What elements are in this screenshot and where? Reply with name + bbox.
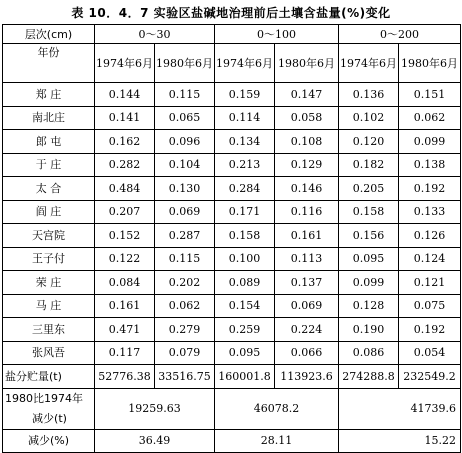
- reduction-label: [3, 388, 95, 429]
- site-name: 郎 屯: [3, 130, 95, 154]
- reduction-pct-value: 36.49: [95, 429, 215, 453]
- salt-value: 0.126: [399, 224, 461, 248]
- salt-value: 0.108: [275, 130, 339, 154]
- salt-value: 0.128: [339, 294, 399, 318]
- salt-value: 0.151: [399, 83, 461, 107]
- salt-value: 0.158: [215, 224, 275, 248]
- year-1980-b: 1980年6月: [275, 44, 339, 83]
- salt-value: 0.137: [275, 271, 339, 295]
- layer-header-0-100: 0～100: [215, 25, 339, 44]
- salt-value: 0.054: [399, 341, 461, 365]
- salt-value: 0.134: [215, 130, 275, 154]
- salt-value: 0.102: [339, 106, 399, 130]
- salt-value: 0.100: [215, 247, 275, 271]
- salt-value: 0.207: [95, 200, 155, 224]
- storage-value: 232549.2: [399, 365, 461, 389]
- layer-header-0-30: 0～30: [95, 25, 215, 44]
- salt-value: 0.136: [339, 83, 399, 107]
- layer-header-0-200: 0～200: [339, 25, 461, 44]
- salt-value: 0.095: [215, 341, 275, 365]
- year-1980-a: 1980年6月: [155, 44, 215, 83]
- salt-value: 0.075: [399, 294, 461, 318]
- salt-value: 0.156: [339, 224, 399, 248]
- salt-value: 0.161: [95, 294, 155, 318]
- salt-value: 0.138: [399, 153, 461, 177]
- salt-value: 0.282: [95, 153, 155, 177]
- reduction-value: 41739.6: [339, 388, 461, 429]
- site-name: 马 庄: [3, 294, 95, 318]
- storage-value: 52776.38: [95, 365, 155, 389]
- salt-value: 0.086: [339, 341, 399, 365]
- salt-value: 0.162: [95, 130, 155, 154]
- salt-value: 0.066: [275, 341, 339, 365]
- table-row: [3, 106, 461, 130]
- table-row: [3, 294, 461, 318]
- salt-value: 0.213: [215, 153, 275, 177]
- salt-value: 0.159: [215, 83, 275, 107]
- reduction-pct-value: 28.11: [215, 429, 339, 453]
- site-name: 太 合: [3, 177, 95, 201]
- salt-value: 0.161: [275, 224, 339, 248]
- salt-value: 0.182: [339, 153, 399, 177]
- year-1974-b: 1974年6月: [215, 44, 275, 83]
- reduction-value: 19259.63: [95, 388, 215, 429]
- table-row: [3, 341, 461, 365]
- salt-value: 0.099: [399, 130, 461, 154]
- salt-value: 0.471: [95, 318, 155, 342]
- table-row: [3, 318, 461, 342]
- table-row: [3, 200, 461, 224]
- site-name: 郑 庄: [3, 83, 95, 107]
- reduction-pct-value: 15.22: [339, 429, 461, 453]
- salt-value: 0.113: [275, 247, 339, 271]
- site-name: 天宫院: [3, 224, 95, 248]
- salt-value: 0.115: [155, 83, 215, 107]
- data-rows: [3, 83, 461, 365]
- salt-value: 0.117: [95, 341, 155, 365]
- salt-value: 0.116: [275, 200, 339, 224]
- salt-value: 0.096: [155, 130, 215, 154]
- year-header: 年份: [3, 44, 95, 83]
- table-row: [3, 130, 461, 154]
- salt-value: 0.259: [215, 318, 275, 342]
- site-name: 王子付: [3, 247, 95, 271]
- salt-value: 0.062: [155, 294, 215, 318]
- salt-value: 0.192: [399, 318, 461, 342]
- salt-value: 0.144: [95, 83, 155, 107]
- salt-value: 0.130: [155, 177, 215, 201]
- site-name: 张风吾: [3, 341, 95, 365]
- salt-value: 0.154: [215, 294, 275, 318]
- salt-value: 0.095: [339, 247, 399, 271]
- salt-value: 0.104: [155, 153, 215, 177]
- salt-value: 0.124: [399, 247, 461, 271]
- salt-value: 0.224: [275, 318, 339, 342]
- salt-value: 0.089: [215, 271, 275, 295]
- salt-value: 0.133: [399, 200, 461, 224]
- year-1980-c: 1980年6月: [399, 44, 461, 83]
- storage-label: 盐分贮量(t): [3, 365, 95, 389]
- table-row: [3, 83, 461, 107]
- salt-value: 0.287: [155, 224, 215, 248]
- salt-value: 0.202: [155, 271, 215, 295]
- salt-value: 0.069: [155, 200, 215, 224]
- salt-value: 0.122: [95, 247, 155, 271]
- level-header: 层次(cm): [3, 25, 95, 44]
- salt-value: 0.192: [399, 177, 461, 201]
- salt-value: 0.147: [275, 83, 339, 107]
- site-name: 于 庄: [3, 153, 95, 177]
- site-name: 三里东: [3, 318, 95, 342]
- salt-value: 0.205: [339, 177, 399, 201]
- site-name: 荣 庄: [3, 271, 95, 295]
- salt-value: 0.190: [339, 318, 399, 342]
- table-row: [3, 153, 461, 177]
- salt-value: 0.084: [95, 271, 155, 295]
- salt-value: 0.484: [95, 177, 155, 201]
- salt-value: 0.158: [339, 200, 399, 224]
- reduction-label-line1: 1980比1974年: [5, 391, 83, 405]
- year-1974-a: 1974年6月: [95, 44, 155, 83]
- salt-value: 0.115: [155, 247, 215, 271]
- salt-value: 0.141: [95, 106, 155, 130]
- site-name: 阎 庄: [3, 200, 95, 224]
- salt-value: 0.114: [215, 106, 275, 130]
- storage-value: 33516.75: [155, 365, 215, 389]
- salt-value: 0.152: [95, 224, 155, 248]
- table-row: [3, 247, 461, 271]
- reduction-pct-label: 减少(%): [3, 429, 95, 453]
- salt-value: 0.065: [155, 106, 215, 130]
- table-row: [3, 177, 461, 201]
- table-title: 表 10．4．7 实验区盐碱地治理前后土壤含盐量(%)变化: [71, 6, 391, 20]
- salt-value: 0.129: [275, 153, 339, 177]
- salt-value: 0.062: [399, 106, 461, 130]
- reduction-value: 46078.2: [215, 388, 339, 429]
- salt-value: 0.171: [215, 200, 275, 224]
- salt-value: 0.079: [155, 341, 215, 365]
- site-name: 南北庄: [3, 106, 95, 130]
- storage-value: 113923.6: [275, 365, 339, 389]
- year-1974-c: 1974年6月: [339, 44, 399, 83]
- salt-content-table: [2, 24, 461, 453]
- salt-value: 0.058: [275, 106, 339, 130]
- salt-value: 0.284: [215, 177, 275, 201]
- storage-value: 160001.8: [215, 365, 275, 389]
- salt-value: 0.069: [275, 294, 339, 318]
- table-row: [3, 271, 461, 295]
- salt-value: 0.099: [339, 271, 399, 295]
- reduction-label-line2: 减少(t): [32, 411, 67, 425]
- salt-value: 0.279: [155, 318, 215, 342]
- storage-value: 274288.8: [339, 365, 399, 389]
- salt-value: 0.146: [275, 177, 339, 201]
- table-row: [3, 224, 461, 248]
- salt-value: 0.120: [339, 130, 399, 154]
- salt-value: 0.121: [399, 271, 461, 295]
